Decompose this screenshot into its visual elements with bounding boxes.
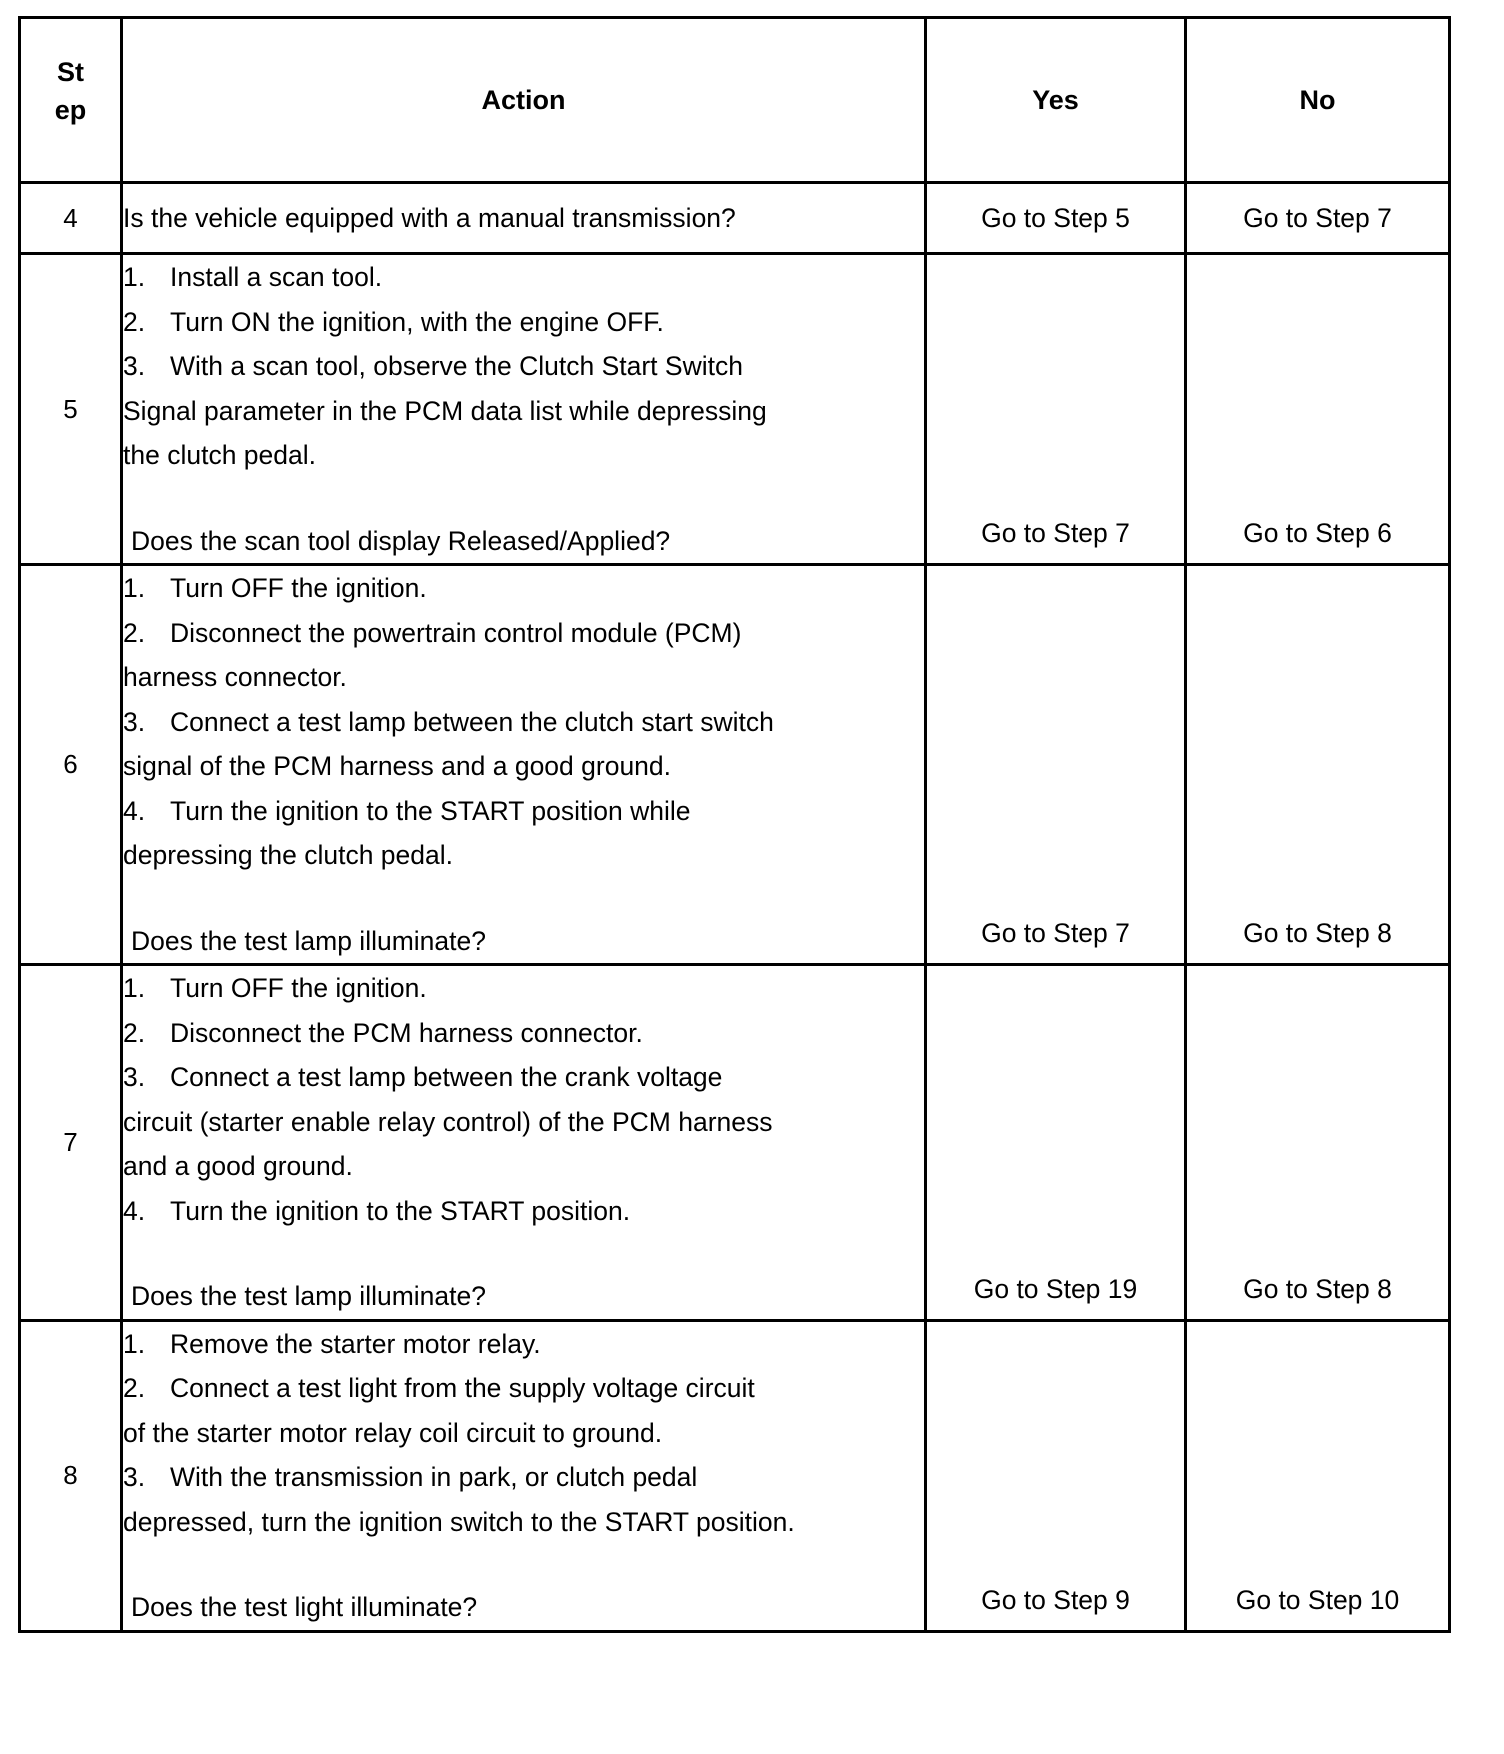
- action-item: 3. Connect a test lamp between the clutch start switch: [123, 706, 774, 737]
- action-item-continued: signal of the PCM harness and a good ground.: [123, 751, 672, 781]
- header-step-line2: ep: [54, 95, 87, 125]
- table-row: [20, 1320, 1450, 1631]
- action-cell: [122, 565, 926, 965]
- action-cell: [122, 183, 926, 254]
- step-number: 7: [20, 965, 122, 1321]
- table-row: [20, 254, 1450, 565]
- action-item-continued: depressing the clutch pedal.: [123, 840, 453, 870]
- step-number: 5: [20, 254, 122, 565]
- header-no: No: [1186, 18, 1450, 183]
- step-number: 8: [20, 1320, 122, 1631]
- action-item: 3. Connect a test lamp between the crank voltage: [123, 1062, 723, 1092]
- action-item-continued: and a good ground.: [123, 1151, 353, 1181]
- action-cell: [122, 254, 926, 565]
- action-cell: [122, 965, 926, 1321]
- no-cell: Go to Step 7: [1186, 183, 1450, 254]
- action-item-continued: harness connector.: [123, 662, 347, 692]
- header-row: [20, 18, 1450, 183]
- no-cell: Go to Step 8: [1186, 565, 1450, 965]
- action-item: 2. Connect a test light from the supply voltage circuit: [123, 1373, 755, 1403]
- action-item: 1. Remove the starter motor relay.: [123, 1328, 541, 1359]
- yes-cell: Go to Step 7: [926, 254, 1186, 565]
- action-item: 4. Turn the ignition to the START position.: [123, 1195, 631, 1226]
- step-number: 6: [20, 565, 122, 965]
- action-item: 1. Turn OFF the ignition.: [123, 573, 427, 603]
- action-question: Does the test lamp illuminate?: [131, 1281, 486, 1311]
- no-cell: Go to Step 10: [1186, 1320, 1450, 1631]
- action-item-continued: depressed, turn the ignition switch to the START position.: [123, 1506, 795, 1537]
- action-cell: [122, 1320, 926, 1631]
- action-item: 2. Disconnect the PCM harness connector.: [123, 1017, 643, 1048]
- yes-cell: Go to Step 5: [926, 183, 1186, 254]
- table-row: [20, 965, 1450, 1321]
- action-item-continued: of the starter motor relay coil circuit to ground.: [123, 1417, 663, 1448]
- action-question: Does the test lamp illuminate?: [131, 925, 486, 956]
- header-action: Action: [122, 18, 926, 183]
- header-yes: Yes: [926, 18, 1186, 183]
- no-cell: Go to Step 8: [1186, 965, 1450, 1321]
- action-item-continued: circuit (starter enable relay control) of the PCM harness: [123, 1106, 773, 1137]
- no-cell: Go to Step 6: [1186, 254, 1450, 565]
- action-item-continued: Signal parameter in the PCM data list while depressing: [123, 395, 767, 426]
- yes-cell: Go to Step 19: [926, 965, 1186, 1321]
- action-item: 1. Install a scan tool.: [123, 262, 383, 292]
- action-item: 3. With the transmission in park, or clutch pedal: [123, 1462, 698, 1492]
- diagnostic-table: [18, 16, 1451, 1633]
- yes-cell: Go to Step 9: [926, 1320, 1186, 1631]
- action-question: Does the scan tool display Released/Applied?: [131, 525, 671, 556]
- yes-cell: Go to Step 7: [926, 565, 1186, 965]
- table-row: [20, 565, 1450, 965]
- step-number: 4: [20, 183, 122, 254]
- header-step-line1: St: [57, 57, 84, 87]
- action-item: 4. Turn the ignition to the START position while: [123, 795, 691, 826]
- action-item: 2. Disconnect the powertrain control module (PCM): [123, 617, 742, 648]
- action-item-continued: the clutch pedal.: [123, 440, 316, 470]
- action-item: 1. Turn OFF the ignition.: [123, 973, 427, 1003]
- action-item: 3. With a scan tool, observe the Clutch Start Switch: [123, 351, 743, 381]
- action-question: Is the vehicle equipped with a manual transmission?: [123, 203, 736, 233]
- action-item: 2. Turn ON the ignition, with the engine OFF.: [123, 306, 664, 337]
- header-step: [20, 18, 122, 183]
- table-row: [20, 183, 1450, 254]
- action-question: Does the test light illuminate?: [131, 1592, 478, 1622]
